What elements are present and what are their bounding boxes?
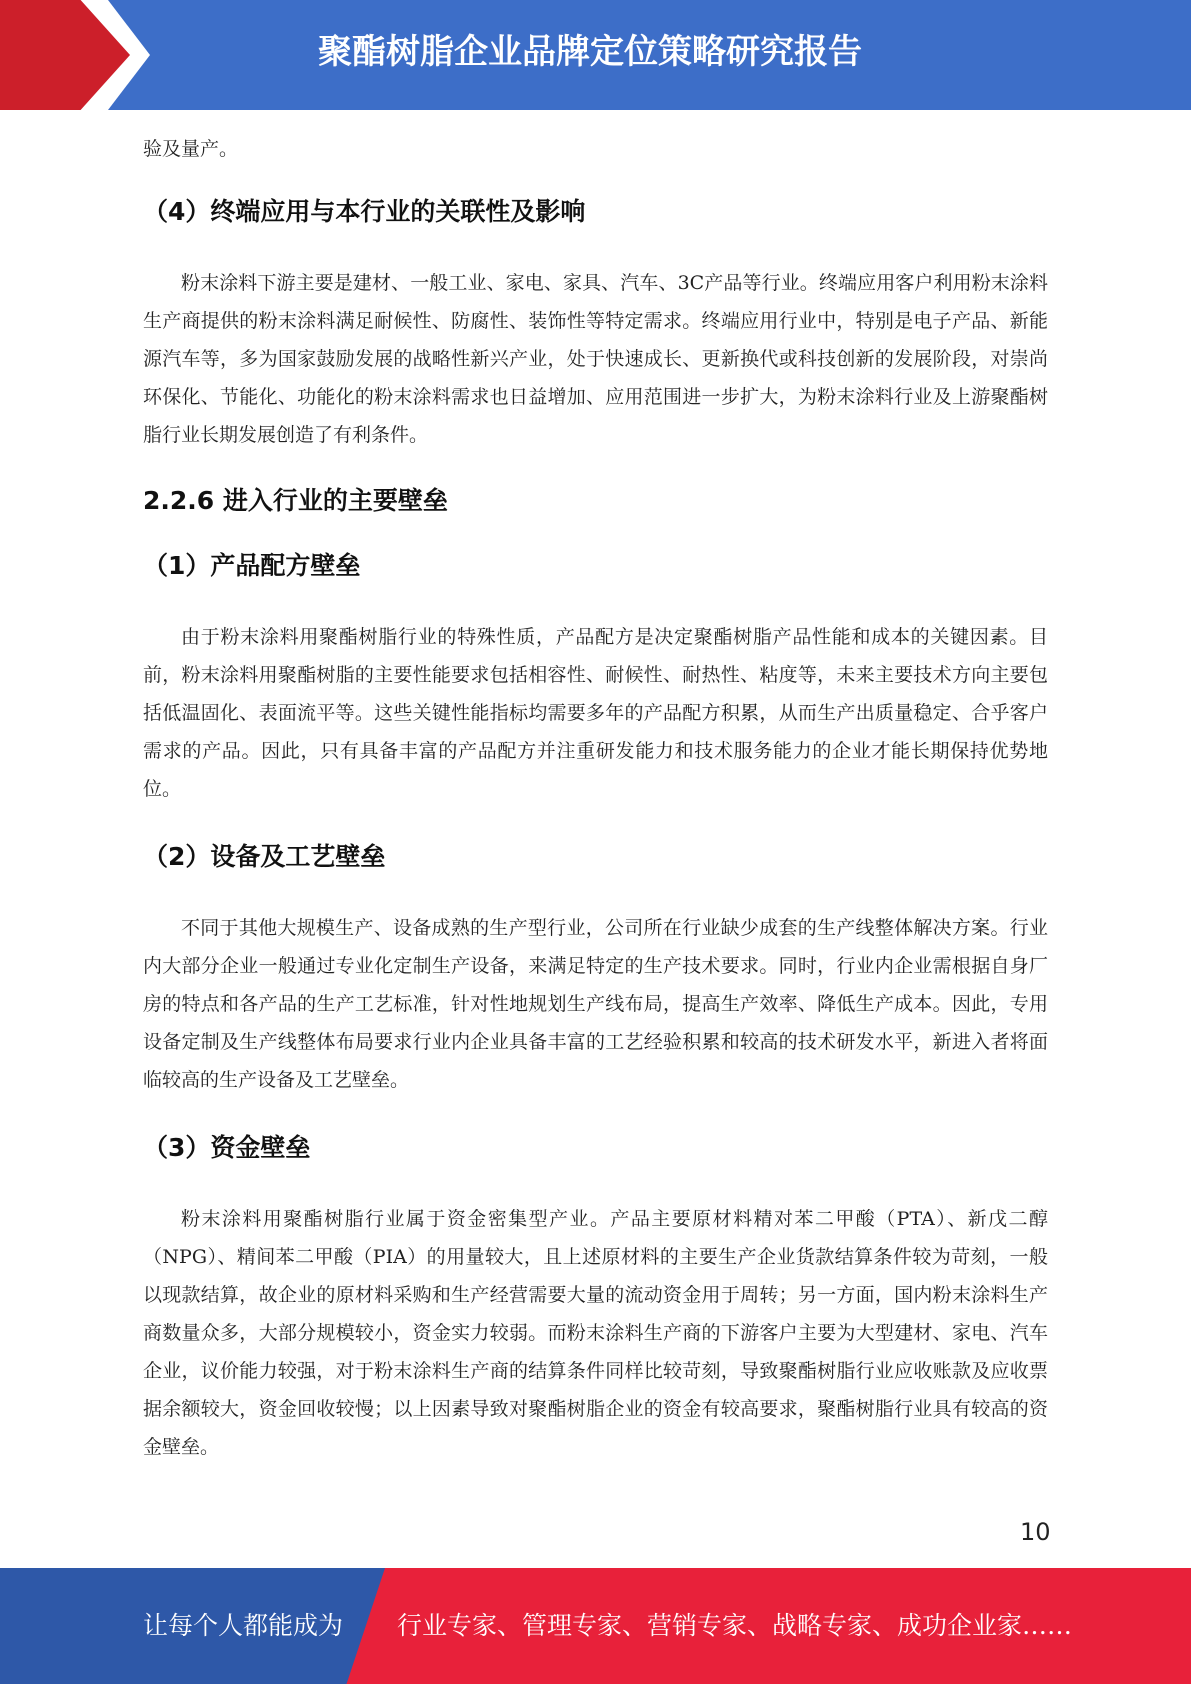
- paragraph-equipment-barrier: 不同于其他大规模生产、设备成熟的生产型行业，公司所在行业缺少成套的生产线整体解决方案。行业内大部分企业一般通过专业化定制生产设备，来满足特定的生产技术要求。同时，行业内企业需根据自身厂房的特点和各产品的生产工艺标准，针对性地规划生产线布局，提高生产效率、降低生产成本。因此，专用设备定制及生产线整体布局要求行业内企业具备丰富的工艺经验积累和较高的技术研发水平，新进入者将面临较高的生产设备及工艺壁垒。: [143, 917, 1048, 1091]
- page-content: [143, 130, 1048, 1466]
- page-number: 10: [1020, 1518, 1051, 1546]
- paragraph-formula-barrier: 由于粉末涂料用聚酯树脂行业的特殊性质，产品配方是决定聚酯树脂产品性能和成本的关键因素。目前，粉末涂料用聚酯树脂的主要性能要求包括相容性、耐候性、耐热性、粘度等，未来主要技术方向主要包括低温固化、表面流平等。这些关键性能指标均需要多年的产品配方积累，从而生产出质量稳定、合乎客户需求的产品。因此，只有具备丰富的产品配方并注重研发能力和技术服务能力的企业才能长期保持优势地位。: [143, 626, 1048, 800]
- heading-formula-barrier: （1）产品配方壁垒: [143, 551, 361, 580]
- page-footer: [0, 1568, 1191, 1684]
- paragraph-capital-barrier: 粉末涂料用聚酯树脂行业属于资金密集型产业。产品主要原材料精对苯二甲酸（PTA）、新戊二醇（NPG）、精间苯二甲酸（PIA）的用量较大，且上述原材料的主要生产企业货款结算条件较为苛刻，一般以现款结算，故企业的原材料采购和生产经营需要大量的流动资金用于周转；另一方面，国内粉末涂料生产商数量众多，大部分规模较小，资金实力较弱。而粉末涂料生产商的下游客户主要为大型建材、家电、汽车企业，议价能力较强，对于粉末涂料生产商的结算条件同样比较苛刻，导致聚酯树脂行业应收账款及应收票据余额较大，资金回收较慢；以上因素导致对聚酯树脂企业的资金有较高要求，聚酯树脂行业具有较高的资金壁垒。: [143, 1208, 1048, 1458]
- heading-capital-barrier: （3）资金壁垒: [143, 1133, 311, 1162]
- footer-slogan-left: 让每个人都能成为: [143, 1611, 344, 1640]
- heading-equipment-barrier: （2）设备及工艺壁垒: [143, 842, 386, 871]
- section-heading-barriers: 2.2.6 进入行业的主要壁垒: [143, 486, 448, 515]
- intro-fragment: 验及量产。: [143, 138, 239, 160]
- page-header: [0, 0, 1191, 110]
- footer-slogan-right: 行业专家、管理专家、营销专家、战略专家、成功企业家……: [397, 1611, 1073, 1640]
- paragraph-terminal-application: 粉末涂料下游主要是建材、一般工业、家电、家具、汽车、3C产品等行业。终端应用客户利用粉末涂料生产商提供的粉末涂料满足耐候性、防腐性、装饰性等特定需求。终端应用行业中，特别是电子产品、新能源汽车等，多为国家鼓励发展的战略性新兴产业，处于快速成长、更新换代或科技创新的发展阶段，对崇尚环保化、节能化、功能化的粉末涂料需求也日益增加、应用范围进一步扩大，为粉末涂料行业及上游聚酯树脂行业长期发展创造了有利条件。: [143, 272, 1048, 446]
- report-title: 聚酯树脂企业品牌定位策略研究报告: [318, 32, 862, 72]
- heading-terminal-application: （4）终端应用与本行业的关联性及影响: [143, 197, 586, 226]
